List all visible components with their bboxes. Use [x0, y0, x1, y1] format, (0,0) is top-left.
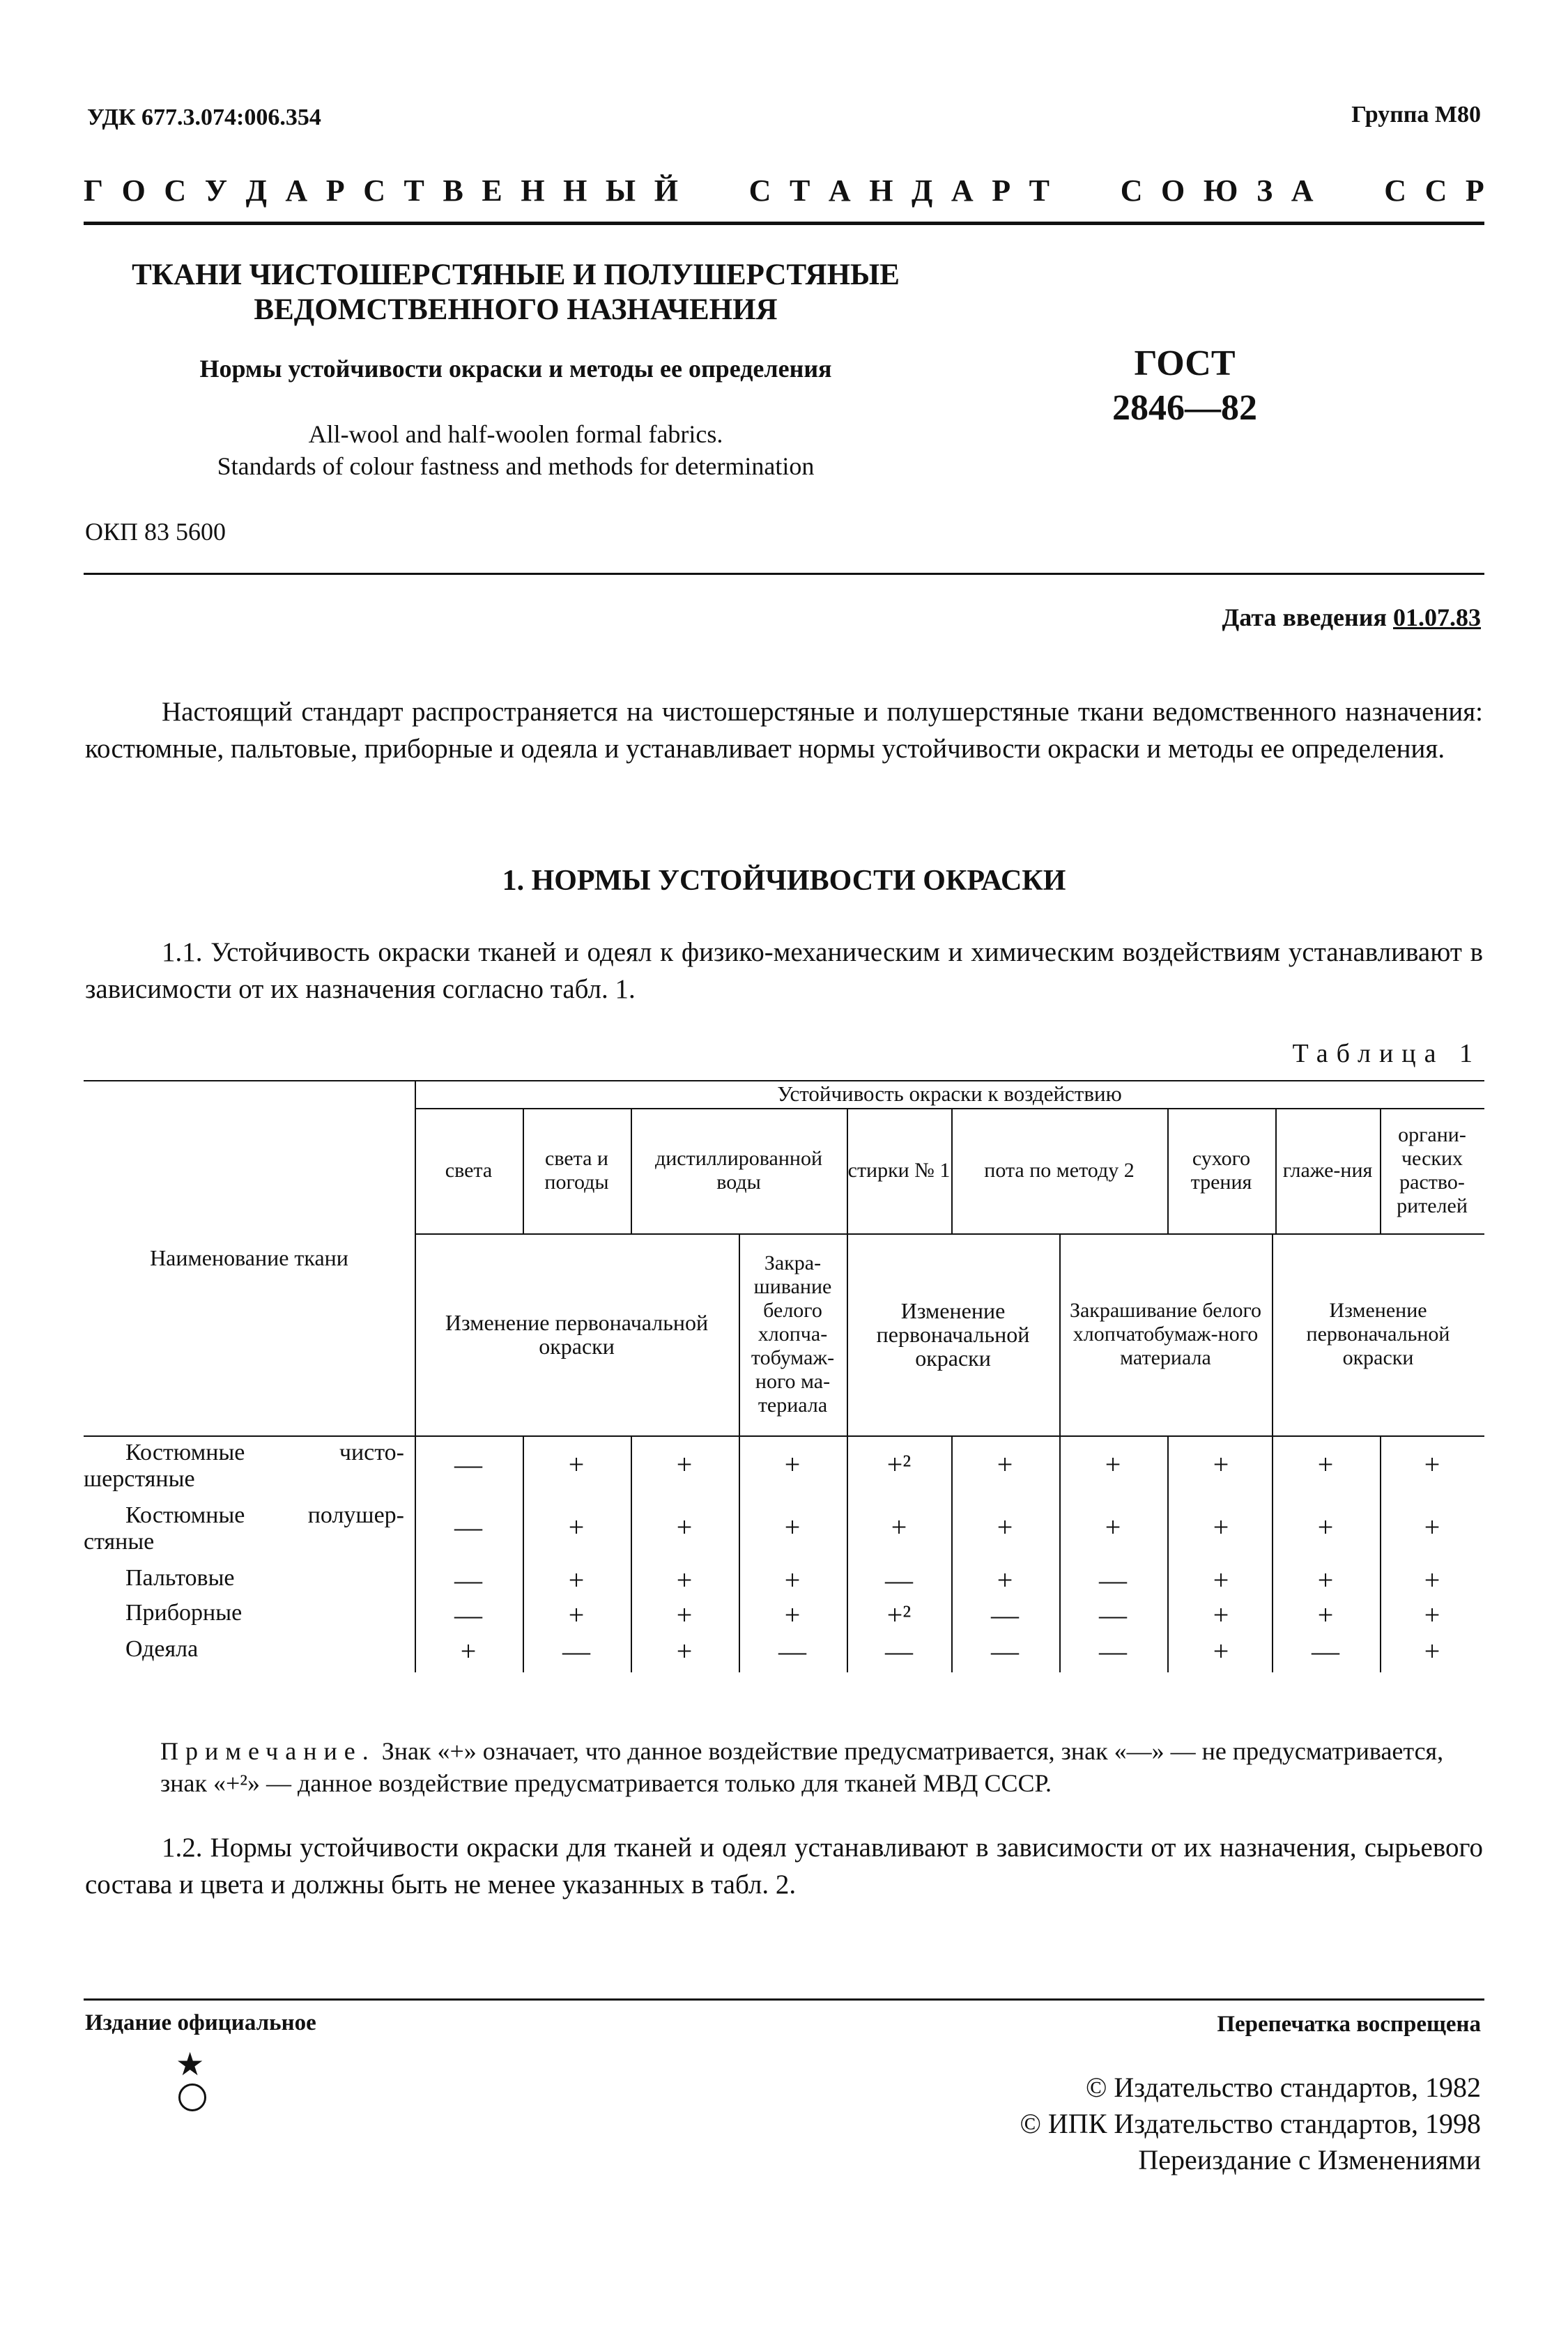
note-text: Знак «+» означает, что данное воздействие предусматривается, знак «—» — не предусматривается, знак «+²» — данное воздействие предусматривается только для тканей МВД СССР. — [160, 1737, 1444, 1797]
heading-letter: Р — [992, 174, 1011, 208]
heading-letter: Д — [245, 174, 267, 208]
heading-letter: С — [164, 174, 187, 208]
heading-letter: С — [748, 174, 771, 208]
table-cell-mark: — — [885, 1635, 913, 1667]
col-header-ironing: глаже-ния — [1282, 1159, 1373, 1182]
paragraph-1-2: 1.2. Нормы устойчивости окраски для тканей и одеял устанавливают в зависимости от их назначения, сырьевого состава и цвета и должны быть не менее указанных в табл. 2. — [85, 1833, 1483, 1900]
table-cell-mark: + — [1105, 1449, 1121, 1480]
table-cell-mark: + — [997, 1564, 1013, 1596]
table-cell-mark: — — [991, 1599, 1019, 1631]
heading-letter: Ю — [1203, 174, 1238, 208]
table-cell-mark: + — [997, 1449, 1013, 1480]
table-vline — [739, 1233, 740, 1435]
table-cell-mark: — — [454, 1564, 482, 1596]
table-cell-mark: + — [1424, 1564, 1440, 1596]
heading-letter: О — [121, 174, 146, 208]
table-vline — [631, 1108, 632, 1233]
table-cell-mark: + — [784, 1564, 801, 1596]
col-header-distilled-water: дистиллированной воды — [654, 1147, 823, 1194]
table-row-name — [84, 1502, 404, 1555]
table-cell-mark: + — [676, 1599, 693, 1631]
reissue-note: Переиздание с Изменениями — [1138, 2144, 1481, 2175]
document-title — [98, 258, 934, 328]
subheader-staining-2: Закрашивание белого хлопчатобумаж-ного материала — [1069, 1299, 1262, 1369]
table-row-name — [125, 1636, 404, 1663]
group-header: Устойчивость окраски к воздействию — [777, 1081, 1122, 1106]
table-cell-mark: — — [562, 1635, 590, 1667]
col-header-light-weather: света и погоды — [544, 1147, 609, 1194]
heading-letter: А — [285, 174, 308, 208]
table-cell-mark: + — [568, 1564, 585, 1596]
table-cell-mark: + — [1424, 1599, 1440, 1631]
heading-letter: Н — [563, 174, 587, 208]
copyright-1998: © ИПК Издательство стандартов, 1998 — [1020, 2108, 1481, 2139]
group-code: Группа М80 — [1351, 102, 1481, 128]
table-cell-mark: + — [784, 1511, 801, 1543]
table-cell-mark: — — [778, 1635, 806, 1667]
title-line-1: ТКАНИ ЧИСТОШЕРСТЯНЫЕ И ПОЛУШЕРСТЯНЫЕ — [132, 259, 900, 291]
english-title-line-1: All-wool and half-woolen formal fabrics. — [308, 420, 723, 448]
copyright-block — [1020, 2070, 1481, 2178]
heading-letter: О — [1161, 174, 1185, 208]
table-cell-mark: + — [997, 1511, 1013, 1543]
heading-letter — [723, 173, 730, 208]
paragraph-1-1: 1.1. Устойчивость окраски тканей и одеял к физико-механическим и химическим воздействиям устанавливают в зависимости от их назначения согласно табл. 1. — [85, 937, 1483, 1004]
document-subtitle: Нормы устойчивости окраски и методы ее определения — [199, 355, 832, 383]
heading-letter: Г — [84, 174, 103, 208]
date-label: Дата введения — [1222, 603, 1387, 631]
col-header-sweat: пота по методу 2 — [984, 1159, 1135, 1182]
state-standard-heading — [84, 173, 1484, 208]
table-vline — [1167, 1108, 1169, 1233]
name-header: Наименование ткани — [150, 1245, 348, 1270]
heading-letter: У — [204, 174, 227, 208]
circle-icon — [178, 2083, 206, 2111]
col-header-light: света — [445, 1159, 493, 1182]
footer-rule — [84, 1998, 1484, 2001]
table-vline — [847, 1233, 848, 1435]
date-value: 01.07.83 — [1393, 603, 1481, 631]
table-vline — [847, 1108, 848, 1233]
table-cell-mark: + — [1317, 1511, 1334, 1543]
heading-letter: Й — [654, 174, 678, 208]
copyright-1982: © Издательство стандартов, 1982 — [1085, 2072, 1481, 2103]
table-cell-mark: + — [568, 1599, 585, 1631]
table-cell-mark: — — [454, 1449, 482, 1480]
heading-letter: З — [1256, 174, 1273, 208]
heading-letter: Ы — [605, 174, 636, 208]
heading-letter: А — [828, 174, 851, 208]
table-cell-mark: — — [885, 1564, 913, 1596]
table-cell-mark: + — [1105, 1511, 1121, 1543]
heading-letter: Т — [1029, 174, 1050, 208]
star-icon: ★ — [176, 2047, 205, 2082]
title-rule — [84, 573, 1484, 575]
heading-letter — [1068, 173, 1076, 208]
official-edition: Издание официальное — [85, 2010, 316, 2035]
table-cell-mark: + — [676, 1511, 693, 1543]
table-cell-mark: + — [784, 1449, 801, 1480]
table-vline — [1380, 1108, 1381, 1233]
row-name-line: Костюмные полушер- — [125, 1502, 404, 1528]
row-name-line: стяные — [84, 1529, 155, 1555]
heading-letter: Н — [869, 174, 893, 208]
section-heading: 1. НОРМЫ УСТОЙЧИВОСТИ ОКРАСКИ — [502, 865, 1066, 897]
heading-letter: Т — [403, 174, 424, 208]
table-cell-mark: + — [1317, 1564, 1334, 1596]
col-header-organic-solvents: органи-ческих раство-рителей — [1397, 1123, 1468, 1217]
table-cell-mark: + — [1213, 1511, 1229, 1543]
subheader-color-change-1: Изменение первоначальной окраски — [445, 1310, 709, 1359]
table-vline — [951, 1108, 953, 1233]
intro-paragraph: Настоящий стандарт распространяется на чистошерстяные и полушерстяные ткани ведомственного назначения: костюмные, пальтовые, приборные и одеяла и устанавливает нормы устойчивости окраски и методы ее определения. — [85, 697, 1483, 764]
table-row-name — [84, 1440, 404, 1493]
heading-letter: Т — [789, 174, 810, 208]
heading-letter: С — [1120, 174, 1143, 208]
heading-letter: А — [951, 174, 974, 208]
table-cell-mark: + — [1213, 1635, 1229, 1667]
english-title-line-2: Standards of colour fastness and methods for determination — [217, 452, 815, 480]
heading-letter — [1358, 173, 1366, 208]
row-name-line: Приборные — [125, 1600, 243, 1626]
heading-letter: Н — [521, 174, 545, 208]
table-cell-mark: + — [568, 1511, 585, 1543]
heading-letter — [696, 173, 704, 208]
table-cell-mark: — — [454, 1599, 482, 1631]
note-label: Примечание. — [160, 1737, 376, 1765]
heading-letter: С — [363, 174, 385, 208]
heading-letter: В — [443, 174, 463, 208]
gost-number — [1080, 341, 1289, 431]
col-header-washing: стирки № 1 — [847, 1159, 951, 1182]
table-cell-mark: — — [991, 1635, 1019, 1667]
header-bottom-rule — [84, 1435, 1484, 1437]
table-cell-mark: + — [1424, 1635, 1440, 1667]
table-cell-mark: + — [784, 1599, 801, 1631]
gost-label: ГОСТ — [1134, 344, 1236, 383]
table-cell-mark: + — [1424, 1511, 1440, 1543]
table-cell-mark: +² — [886, 1599, 912, 1631]
table-vline — [1059, 1233, 1061, 1435]
table-cell-mark: + — [1317, 1599, 1334, 1631]
row-name-line: Одеяла — [125, 1636, 199, 1662]
table-cell-mark: + — [568, 1449, 585, 1480]
table-cell-mark: + — [676, 1635, 693, 1667]
table-cell-mark: — — [1099, 1635, 1127, 1667]
table-cell-mark: + — [676, 1449, 693, 1480]
okp-code: ОКП 83 5600 — [85, 518, 226, 546]
row-name-line: шерстяные — [84, 1466, 195, 1492]
table-cell-mark: — — [1099, 1599, 1127, 1631]
heading-letter — [1332, 173, 1339, 208]
effective-date — [1222, 603, 1482, 632]
table-cell-mark: +² — [886, 1449, 912, 1480]
table-vline — [523, 1108, 524, 1233]
table-row-name — [125, 1600, 404, 1626]
header-rule — [84, 222, 1484, 225]
table-vline — [1275, 1108, 1277, 1233]
table-cell-mark: + — [891, 1511, 907, 1543]
table-cell-mark: — — [1099, 1564, 1127, 1596]
table-vline — [1272, 1233, 1273, 1435]
reprint-prohibited: Перепечатка воспрещена — [1217, 2012, 1481, 2037]
subheader-color-change-3: Изменение первоначальной окраски — [1306, 1299, 1450, 1369]
gost-code: 2846—82 — [1112, 388, 1257, 428]
table-cell-mark: — — [454, 1511, 482, 1543]
row-name-line: Костюмные чисто- — [125, 1440, 404, 1465]
udk-code: УДК 677.3.074:006.354 — [87, 105, 321, 130]
table-cell-mark: + — [460, 1635, 477, 1667]
table-caption: Таблица 1 — [1292, 1039, 1481, 1068]
title-line-2: ВЕДОМСТВЕННОГО НАЗНАЧЕНИЯ — [254, 293, 778, 326]
heading-letter: С — [1384, 174, 1406, 208]
heading-letter: С — [1424, 174, 1447, 208]
table-cell-mark: + — [1317, 1449, 1334, 1480]
heading-letter — [1094, 173, 1102, 208]
table-row-name — [125, 1565, 404, 1592]
subheader-staining-1: Закра-шивание белого хлопча-тобумаж-ного ма-териала — [751, 1251, 835, 1417]
subheader-color-change-2: Изменение первоначальной окраски — [876, 1298, 1030, 1371]
row-name-line: Пальтовые — [125, 1565, 235, 1591]
table-cell-mark: + — [676, 1564, 693, 1596]
table-cell-mark: + — [1213, 1564, 1229, 1596]
table-1 — [84, 1080, 1484, 1672]
heading-letter: Р — [1465, 174, 1484, 208]
col-header-dry-rubbing: сухого трения — [1190, 1147, 1252, 1194]
english-title — [98, 418, 934, 482]
table-cell-mark: + — [1424, 1449, 1440, 1480]
table-note — [160, 1735, 1483, 1799]
heading-letter: Е — [482, 174, 502, 208]
heading-letter: А — [1291, 174, 1314, 208]
table-cell-mark: + — [1213, 1599, 1229, 1631]
heading-letter: Р — [325, 174, 345, 208]
table-cell-mark: — — [1312, 1635, 1339, 1667]
table-cell-mark: + — [1213, 1449, 1229, 1480]
heading-letter: Д — [912, 174, 933, 208]
